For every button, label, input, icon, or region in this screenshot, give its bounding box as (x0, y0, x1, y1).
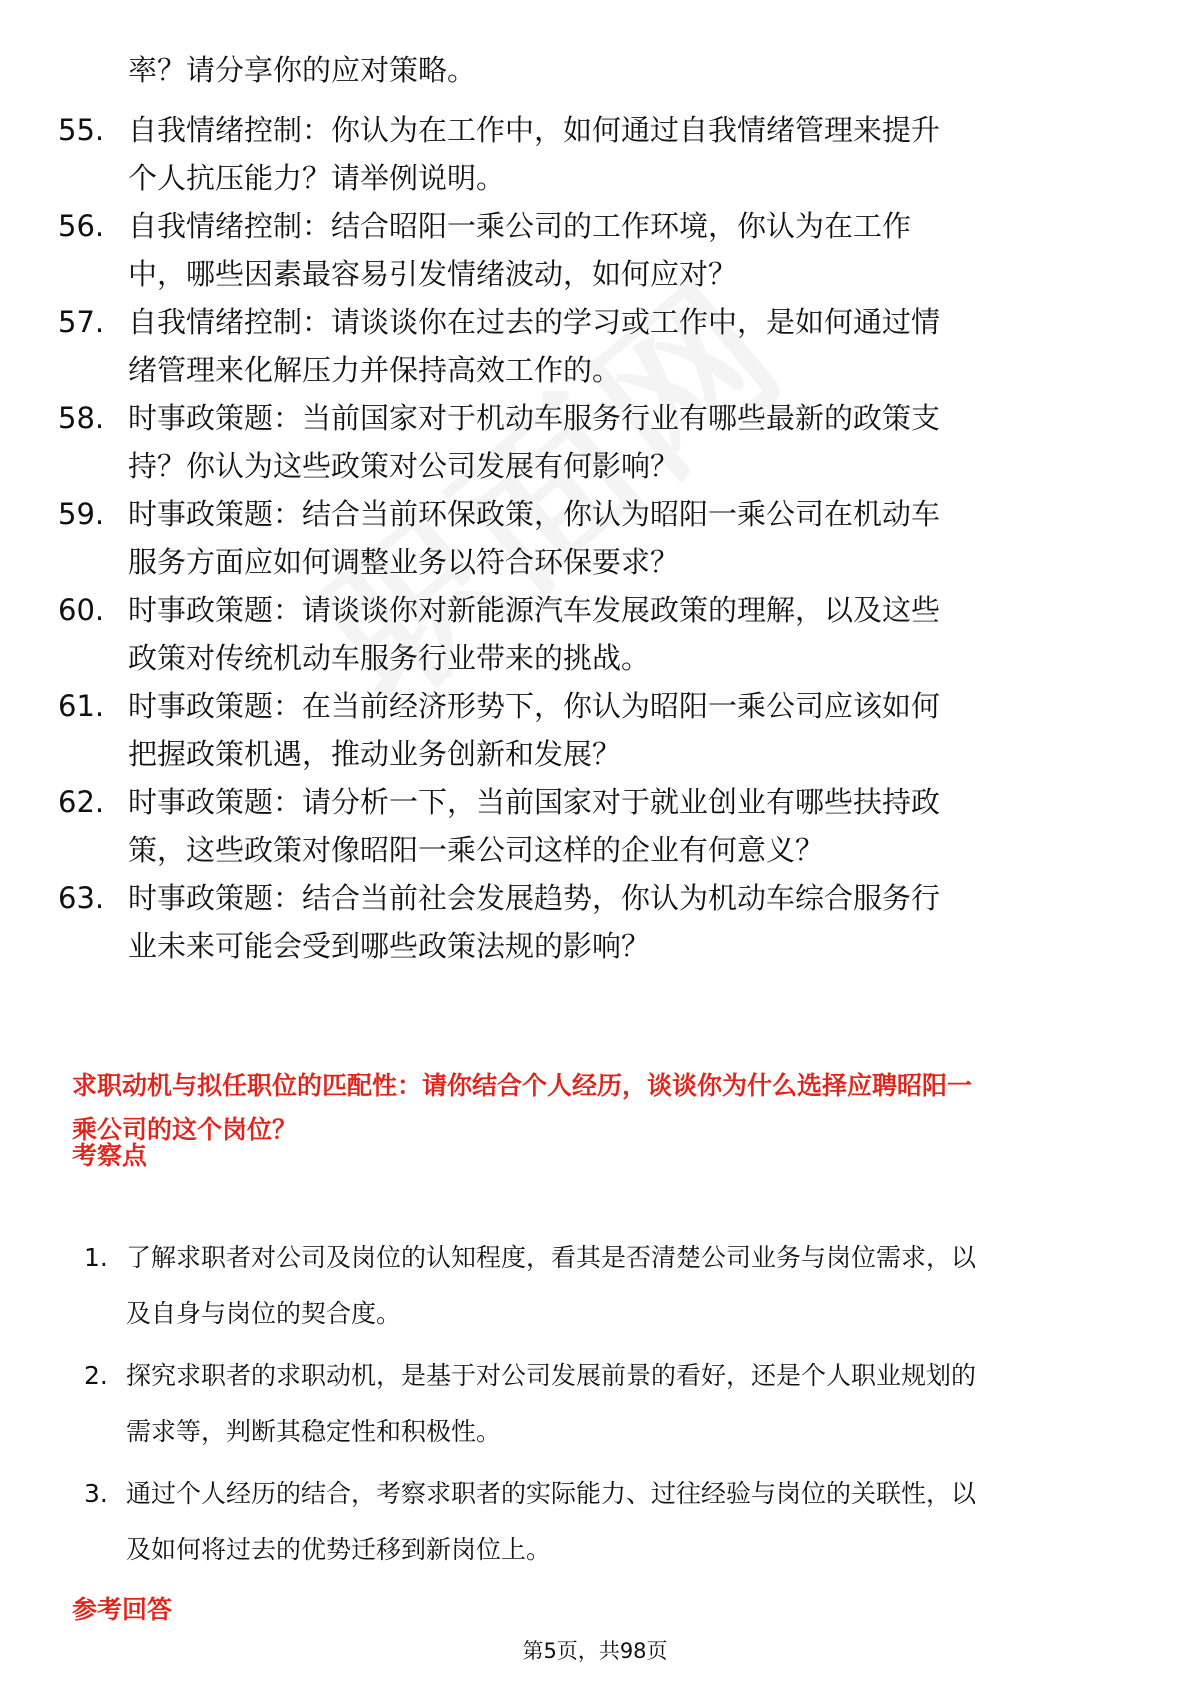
question-number: 56. (58, 209, 105, 243)
question-number: 57. (58, 305, 105, 339)
question-line: 时事政策题：请分析一下，当前国家对于就业创业有哪些扶持政 (128, 785, 941, 819)
question-line: 政策对传统机动车服务行业带来的挑战。 (128, 641, 651, 675)
point-line: 通过个人经历的结合，考察求职者的实际能力、过往经验与岗位的关联性，以 (126, 1479, 977, 1508)
question-number: 58. (58, 401, 105, 435)
question-line: 把握政策机遇，推动业务创新和发展？ (128, 737, 622, 771)
question-line: 时事政策题：在当前经济形势下，你认为昭阳一乘公司应该如何 (128, 689, 941, 723)
question-line: 时事政策题：结合当前社会发展趋势，你认为机动车综合服务行 (128, 881, 941, 915)
question-line: 绪管理来化解压力并保持高效工作的。 (128, 353, 622, 387)
question-line: 自我情绪控制：请谈谈你在过去的学习或工作中，是如何通过情 (128, 305, 941, 339)
section-heading-line: 乘公司的这个岗位？ (72, 1115, 298, 1144)
continuation-line: 率？请分享你的应对策略。 (128, 53, 477, 87)
question-number: 62. (58, 785, 105, 819)
point-number: 1. (84, 1243, 108, 1272)
question-line: 中，哪些因素最容易引发情绪波动，如何应对？ (128, 257, 738, 291)
question-number: 59. (58, 497, 105, 531)
point-line: 了解求职者对公司及岗位的认知程度，看其是否清楚公司业务与岗位需求，以 (126, 1243, 977, 1272)
point-number: 3. (84, 1479, 108, 1508)
question-line: 服务方面应如何调整业务以符合环保要求？ (128, 545, 680, 579)
section-heading-line: 求职动机与拟任职位的匹配性：请你结合个人经历，谈谈你为什么选择应聘昭阳一 (72, 1071, 973, 1100)
question-line: 时事政策题：当前国家对于机动车服务行业有哪些最新的政策支 (128, 401, 941, 435)
point-number: 2. (84, 1361, 108, 1390)
question-line: 策，这些政策对像昭阳一乘公司这样的企业有何意义？ (128, 833, 825, 867)
section-heading (72, 1064, 1122, 1152)
question-number: 61. (58, 689, 105, 723)
question-line: 时事政策题：结合当前环保政策，你认为昭阳一乘公司在机动车 (128, 497, 941, 531)
question-line: 持？你认为这些政策对公司发展有何影响？ (128, 449, 680, 483)
question-number: 63. (58, 881, 105, 915)
question-line: 个人抗压能力？请举例说明。 (128, 161, 506, 195)
point-line: 探究求职者的求职动机，是基于对公司发展前景的看好，还是个人职业规划的 (126, 1361, 977, 1390)
question-line: 业未来可能会受到哪些政策法规的影响？ (128, 929, 651, 963)
question-number: 60. (58, 593, 105, 627)
question-number: 55. (58, 113, 105, 147)
point-line: 及如何将过去的优势迁移到新岗位上。 (126, 1535, 552, 1564)
points-title: 考察点 (72, 1141, 148, 1170)
answer-title: 参考回答 (72, 1595, 173, 1624)
question-line: 时事政策题：请谈谈你对新能源汽车发展政策的理解，以及这些 (128, 593, 941, 627)
point-line: 需求等，判断其稳定性和积极性。 (126, 1417, 502, 1446)
question-line: 自我情绪控制：你认为在工作中，如何通过自我情绪管理来提升 (128, 113, 941, 147)
question-line: 自我情绪控制：结合昭阳一乘公司的工作环境，你认为在工作 (128, 209, 912, 243)
page-footer: 第5页，共98页 (522, 1639, 668, 1663)
point-line: 及自身与岗位的契合度。 (126, 1299, 402, 1328)
